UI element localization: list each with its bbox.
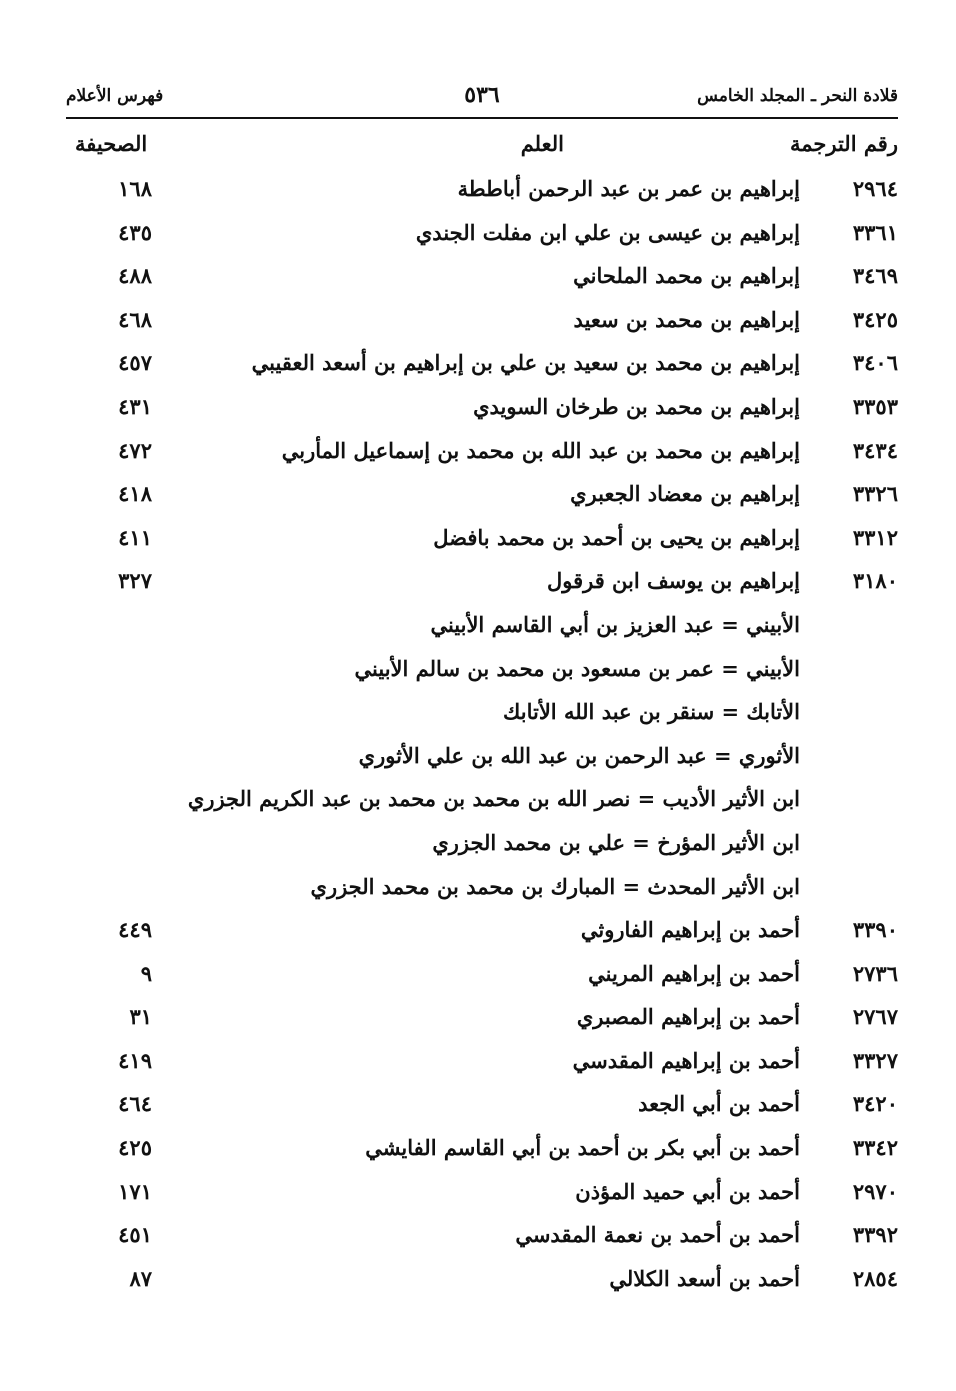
index-entry: [0, 212, 956, 256]
index-entry: [0, 1258, 956, 1302]
index-entry: [0, 1214, 956, 1258]
entry-page: ١٧١: [118, 1178, 152, 1204]
entry-name: ابن الأثير المؤرخ = علي بن محمد الجزري: [432, 829, 800, 855]
index-entry: [0, 648, 956, 692]
index-entry: [0, 953, 956, 997]
entry-number: ٢٧٣٦: [852, 960, 898, 986]
page-number: ٥٣٦: [464, 82, 500, 108]
index-entry: [0, 1040, 956, 1084]
index-entry: [0, 473, 956, 517]
index-entry: [0, 560, 956, 604]
entry-page: ٣٢٧: [118, 568, 152, 594]
entry-name: أحمد بن أبي بكر بن أحمد بن أبي القاسم الفايشي: [365, 1135, 800, 1161]
index-entry: [0, 386, 956, 430]
entry-name: أحمد بن أبي حميد المؤذن: [575, 1178, 800, 1204]
index-entry: [0, 430, 956, 474]
entry-name: الأثوري = عبد الرحمن بن عبد الله بن علي الأثوري: [358, 742, 800, 768]
entry-number: ٣٣١٢: [852, 524, 898, 550]
entry-number: ٢٩٦٤: [852, 176, 898, 201]
index-entry: [0, 909, 956, 953]
entry-page: ٩: [140, 960, 152, 986]
entry-name: إبراهيم بن يوسف ابن قرقول: [546, 568, 800, 594]
entry-name: أحمد بن أحمد بن نعمة المقدسي: [515, 1222, 800, 1248]
book-title: قلادة النحر ـ المجلد الخامس: [697, 86, 898, 106]
index-entry: [0, 255, 956, 299]
entry-number: ٣٤٦٩: [852, 263, 898, 289]
entry-name: إبراهيم بن عمر بن عبد الرحمن أباططة: [457, 176, 800, 201]
entry-name: إبراهيم بن محمد بن سعيد: [573, 306, 800, 332]
entry-page: ٤٥١: [118, 1222, 152, 1248]
column-header-name: العلم: [520, 131, 564, 156]
entry-number: ٣٣٩٢: [852, 1222, 898, 1248]
entry-name: الأتابك = سنقر بن عبد الله الأتابك: [503, 699, 800, 725]
index-entry: [0, 299, 956, 343]
index-entry: [0, 342, 956, 386]
column-header-number: رقم الترجمة: [789, 131, 898, 156]
entry-number: ٢٩٧٠: [852, 1178, 898, 1204]
entry-number: ٣٤٢٥: [852, 306, 898, 332]
entry-name: أحمد بن إبراهيم الفاروثي: [580, 917, 800, 943]
entry-page: ٤١٨: [118, 481, 152, 507]
index-entry: [0, 1171, 956, 1215]
index-entry: [0, 1083, 956, 1127]
entry-name: أحمد بن أبي الجعد: [638, 1091, 800, 1117]
entry-number: ٣٤٠٦: [852, 350, 898, 376]
index-entry: [0, 996, 956, 1040]
entry-number: ٢٧٦٧: [852, 1004, 898, 1030]
entry-page: ١٦٨: [118, 176, 152, 201]
entry-name: أحمد بن إبراهيم المصبري: [576, 1004, 800, 1030]
entry-name: أحمد بن إبراهيم المريني: [588, 960, 800, 986]
entry-name: ابن الأثير الأديب = نصر الله بن محمد بن محمد بن عبد الكريم الجزري: [187, 786, 800, 812]
index-entry: [0, 1127, 956, 1171]
entry-number: ٣٣٢٦: [852, 481, 898, 507]
entry-number: ٣٣٢٧: [852, 1047, 898, 1073]
entry-number: ٣٣٦١: [852, 219, 898, 245]
entry-page: ٤٧٢: [118, 437, 152, 463]
entry-name: إبراهيم بن معضاد الجعبري: [570, 481, 800, 507]
entry-name: الأبيني = عمر بن مسعود بن محمد بن سالم الأبيني: [354, 655, 800, 681]
header-rule: [66, 117, 898, 119]
entry-page: ٤٨٨: [118, 263, 152, 289]
index-entry: [0, 866, 956, 910]
index-entry: [0, 168, 956, 212]
entry-number: ٣٣٩٠: [852, 917, 898, 943]
entry-name: الأبيني = عبد العزيز بن أبي القاسم الأبيني: [430, 611, 800, 637]
entry-page: ٤٥٧: [118, 350, 152, 376]
entry-name: إبراهيم بن محمد بن عبد الله بن محمد بن إسماعيل المأربي: [281, 437, 800, 463]
entry-number: ٣١٨٠: [852, 568, 898, 594]
entry-name: أحمد بن إبراهيم المقدسي: [572, 1047, 800, 1073]
index-entry: [0, 822, 956, 866]
entry-name: إبراهيم بن محمد الملحاني: [573, 263, 800, 289]
entry-name: إبراهيم بن محمد بن طرخان السويدي: [473, 393, 800, 419]
index-entries: [0, 168, 956, 1301]
running-head: [66, 80, 898, 114]
entry-name: إبراهيم بن عيسى بن علي ابن مفلت الجندي: [415, 219, 800, 245]
entry-page: ٤١١: [118, 524, 152, 550]
entry-number: ٣٤٢٠: [852, 1091, 898, 1117]
entry-name: إبراهيم بن محمد بن سعيد بن علي بن إبراهيم بن أسعد العقيبي: [251, 350, 800, 376]
entry-page: ٤٣١: [118, 393, 152, 419]
entry-name: أحمد بن أسعد الكلالي: [609, 1265, 800, 1291]
entry-page: ٤٣٥: [118, 219, 152, 245]
entry-page: ٤٢٥: [118, 1135, 152, 1161]
index-entry: [0, 517, 956, 561]
entry-page: ٤٦٤: [118, 1091, 152, 1117]
entry-name: ابن الأثير المحدث = المبارك بن محمد بن محمد الجزري: [310, 873, 800, 899]
column-header-page: الصحيفة: [75, 131, 148, 156]
entry-page: ٨٧: [129, 1265, 152, 1291]
entry-number: ٣٤٣٤: [852, 437, 898, 463]
index-entry: [0, 604, 956, 648]
entry-name: إبراهيم بن يحيى بن أحمد بن محمد بافضل: [433, 524, 800, 550]
index-entry: [0, 735, 956, 779]
entry-page: ٣١: [129, 1004, 152, 1030]
index-entry: [0, 778, 956, 822]
entry-page: ٤٦٨: [118, 306, 152, 332]
entry-number: ٢٨٥٤: [852, 1265, 898, 1291]
index-entry: [0, 691, 956, 735]
entry-page: ٤١٩: [118, 1047, 152, 1073]
entry-page: ٤٤٩: [118, 917, 152, 943]
entry-number: ٣٣٥٣: [852, 393, 898, 419]
entry-number: ٣٣٤٢: [852, 1135, 898, 1161]
section-title: فهرس الأعلام: [66, 86, 164, 106]
